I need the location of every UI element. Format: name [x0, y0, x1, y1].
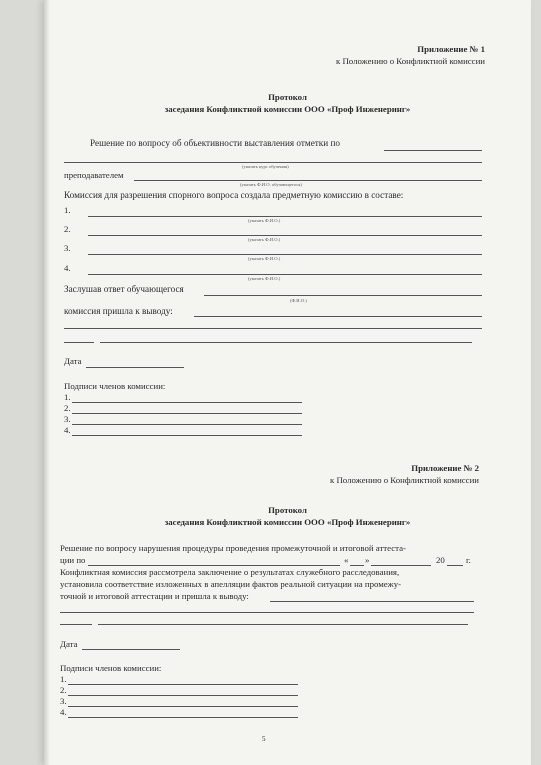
appendix2-subject-field[interactable] [88, 565, 340, 566]
appendix1-member-1-number: 1. [64, 205, 71, 215]
appendix2-month-field[interactable] [371, 565, 431, 566]
appendix1-signature-4-field[interactable] [72, 435, 302, 436]
page-number: 5 [262, 735, 266, 743]
appendix1-signature-1-field[interactable] [72, 402, 302, 403]
appendix2-year-prefix: 20 [436, 555, 445, 565]
appendix2-protocol-title: Протокол [268, 505, 307, 515]
appendix1-heard-field[interactable] [204, 295, 482, 296]
appendix2-protocol-subtitle: заседания Конфликтной комиссии ООО «Проф Инженеринг» [164, 517, 411, 527]
appendix1-member-1-hint: (указать Ф.И.О.) [248, 218, 281, 223]
appendix2-subtitle: к Положению о Конфликтной комиссии [329, 475, 479, 485]
appendix2-decision-line-2-start: ции по [60, 555, 86, 565]
appendix1-subject-field-cont[interactable] [64, 162, 482, 163]
appendix2-line-4: установила соответствие изложенных в апелляции фактов реальной ситуации на промежу- [60, 579, 402, 589]
appendix2-signature-4-number: 4. [60, 707, 67, 717]
appendix1-member-4-hint: (указать Ф.И.О.) [248, 276, 281, 281]
appendix2-signature-1-field[interactable] [68, 684, 298, 685]
appendix1-signature-1-number: 1. [64, 392, 71, 402]
appendix1-teacher-field[interactable] [134, 180, 482, 181]
appendix1-signature-2-field[interactable] [72, 413, 302, 414]
appendix1-hint-fio-student: (указать Ф.И.О. обучающегося) [240, 182, 302, 187]
appendix1-member-4-field[interactable] [88, 274, 482, 275]
appendix2-signature-3-field[interactable] [68, 706, 298, 707]
appendix1-signature-2-number: 2. [64, 403, 71, 413]
page-edge-shadow [44, 0, 50, 765]
appendix1-member-1-field[interactable] [88, 216, 482, 217]
appendix1-member-3-number: 3. [64, 243, 71, 253]
appendix1-commission-text: Комиссия для разрешения спорного вопроса создала предметную комиссию в составе: [64, 190, 404, 200]
appendix2-title: Приложение № 2 [411, 463, 479, 473]
appendix2-conclusion-field-3b[interactable] [98, 624, 468, 625]
appendix2-year-suffix: г. [466, 555, 471, 565]
appendix2-conclusion-field-2[interactable] [60, 612, 474, 613]
appendix2-date-field[interactable] [82, 649, 180, 650]
appendix1-heard-label: Заслушав ответ обучающегося [64, 284, 184, 294]
appendix2-signature-1-number: 1. [60, 674, 67, 684]
appendix1-subject-field[interactable] [384, 150, 482, 151]
appendix1-conclusion-field-2[interactable] [64, 328, 482, 329]
appendix2-signatures-label: Подписи членов комиссии: [60, 663, 162, 673]
appendix1-teacher-label: преподавателем [64, 170, 124, 180]
appendix2-signature-4-field[interactable] [68, 717, 298, 718]
appendix2-line-3: Конфликтная комиссия рассмотрела заключение о результатах служебного расследования, [60, 567, 400, 577]
appendix1-member-2-number: 2. [64, 224, 71, 234]
appendix1-member-4-number: 4. [64, 263, 71, 273]
appendix1-title: Приложение № 1 [417, 44, 485, 54]
appendix1-member-2-hint: (указать Ф.И.О.) [248, 237, 281, 242]
appendix2-decision-line-1: Решение по вопросу нарушения процедуры проведения промежуточной и итоговой аттеста- [60, 543, 406, 553]
appendix1-signatures-label: Подписи членов комиссии: [64, 381, 166, 391]
appendix2-date-label: Дата [60, 639, 78, 649]
appendix1-hint-course: (указать курс обучения) [242, 164, 289, 169]
appendix2-date-quote-open: « [344, 555, 349, 565]
appendix1-date-label: Дата [64, 356, 82, 366]
appendix2-signature-3-number: 3. [60, 696, 67, 706]
appendix2-conclusion-field-3a[interactable] [60, 624, 92, 625]
appendix2-signature-2-number: 2. [60, 685, 67, 695]
appendix1-conclusion-label: комиссия пришла к выводу: [64, 306, 173, 316]
appendix1-decision-text: Решение по вопросу об объективности выставления отметки по [90, 138, 340, 148]
appendix1-conclusion-field[interactable] [194, 316, 482, 317]
appendix2-conclusion-field[interactable] [270, 601, 474, 602]
appendix1-signature-4-number: 4. [64, 425, 71, 435]
appendix1-protocol-subtitle: заседания Конфликтной комиссии ООО «Проф Инженеринг» [164, 104, 411, 114]
appendix1-hint-fio-short: (Ф.И.О.) [290, 298, 307, 303]
appendix1-signature-3-number: 3. [64, 414, 71, 424]
appendix1-date-field[interactable] [86, 367, 184, 368]
appendix1-signature-3-field[interactable] [72, 424, 302, 425]
appendix1-subtitle: к Положению о Конфликтной комиссии [335, 56, 485, 66]
appendix2-year-field[interactable] [447, 565, 463, 566]
appendix1-conclusion-field-3b[interactable] [100, 342, 472, 343]
appendix2-day-field[interactable] [350, 565, 364, 566]
appendix2-date-quote-close: » [365, 555, 370, 565]
appendix1-conclusion-field-3a[interactable] [64, 342, 94, 343]
appendix2-signature-2-field[interactable] [68, 695, 298, 696]
appendix2-line-5: точной и итоговой аттестации и пришла к выводу: [60, 591, 249, 601]
appendix1-member-2-field[interactable] [88, 235, 482, 236]
appendix1-member-3-field[interactable] [88, 254, 482, 255]
document-page [44, 0, 531, 765]
appendix1-protocol-title: Протокол [268, 92, 307, 102]
appendix1-member-3-hint: (указать Ф.И.О.) [248, 256, 281, 261]
